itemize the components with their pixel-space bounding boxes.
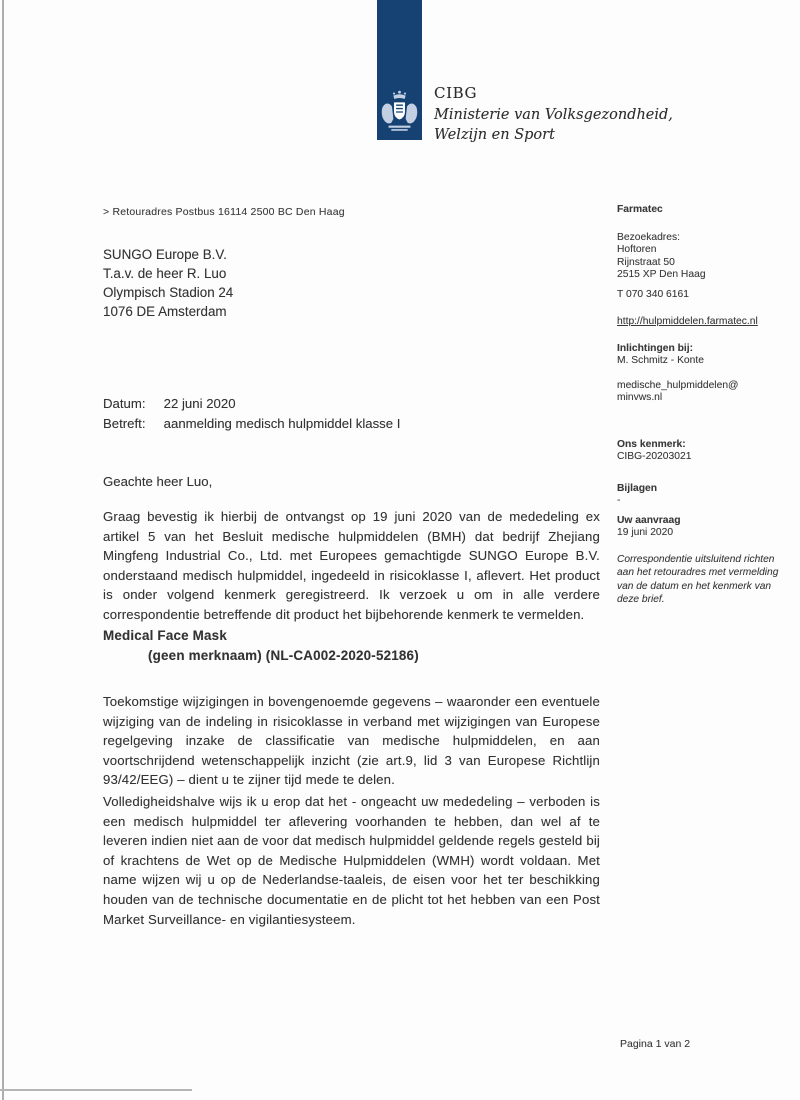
page-number: Pagina 1 van 2 — [620, 1038, 691, 1050]
recipient-line: Olympisch Stadion 24 — [103, 285, 234, 300]
return-address: > Retouradres Postbus 16114 2500 BC Den Haag — [103, 206, 345, 218]
product-name: Medical Face Mask — [103, 628, 227, 643]
email-block — [617, 380, 793, 405]
website-link-row — [617, 316, 793, 329]
bijlagen-value: - — [617, 495, 621, 506]
kenmerk-label: Ons kenmerk: — [617, 438, 686, 450]
correspondence-note: Correspondentie uitsluitend richten aan het retouradres met vermelding van de datum en het kenmerk van deze brief. — [617, 553, 779, 605]
aanvraag-value: 19 juni 2020 — [617, 527, 674, 538]
aanvraag-label: Uw aanvraag — [617, 514, 681, 526]
betreft-row — [103, 414, 400, 434]
visit-line: Rijnstraat 50 — [617, 256, 675, 268]
salutation: Geachte heer Luo, — [103, 474, 213, 489]
email-line2: minvws.nl — [617, 392, 663, 403]
contact-name: M. Schmitz - Konte — [617, 355, 704, 366]
datum-value: 22 juni 2020 — [163, 396, 236, 411]
scan-edge-bottom — [0, 1089, 192, 1091]
website-link[interactable]: http://hulpmiddelen.farmatec.nl — [617, 316, 758, 327]
ministry-banner — [377, 0, 422, 140]
paragraph-3: Volledigheidshalve wijs ik u erop dat het - ongeacht uw mededeling – verboden is een medisch hulpmiddel ter aflevering voorhanden te hebben, dan wel af te leveren indien niet aan de voor dat medisch hulpmiddel geldende regels gesteld bij of krachtens de Wet op de Medische Hulpmiddelen (WMH) wordt voldaan. Met name wijzen wij u op de Nederlandse-taaleis, de eisen voor het ter beschikking houden van de technische documentatie en de plicht tot het hebben van een Post Market Surveillance- en vigilantiesysteem. — [103, 794, 600, 927]
recipient-line: SUNGO Europe B.V. — [103, 247, 227, 262]
bijlagen-label: Bijlagen — [617, 482, 658, 494]
betreft-value: aanmelding medisch hulpmiddel klasse I — [163, 415, 401, 431]
logo-wordmark — [434, 84, 673, 145]
email-line1: medische_hulpmiddelen@ — [617, 379, 739, 391]
visit-address-block — [617, 232, 793, 282]
ministry-name-line2: Welzijn en Sport — [434, 127, 555, 143]
aanvraag-block — [617, 515, 793, 540]
contact-block — [617, 343, 793, 368]
scan-edge-left — [2, 0, 4, 1100]
product-detail: (geen merknaam) (NL-CA002-2020-52186) — [148, 648, 419, 663]
contact-label: Inlichtingen bij: — [617, 342, 694, 354]
coat-of-arms-icon — [379, 86, 420, 138]
kenmerk-value: CIBG-20203021 — [617, 451, 692, 462]
ministry-name-line1: Ministerie van Volksgezondheid, — [434, 107, 673, 123]
recipient-line: T.a.v. de heer R. Luo — [103, 266, 227, 281]
bijlagen-block — [617, 483, 793, 508]
sidebar — [617, 204, 793, 607]
visit-label: Bezoekadres: — [617, 231, 680, 243]
recipient-address — [103, 245, 233, 321]
sidebar-dept: Farmatec — [617, 204, 663, 215]
visit-line: 2515 XP Den Haag — [617, 269, 706, 280]
visit-line: Hoftoren — [617, 244, 657, 255]
kenmerk-block — [617, 439, 793, 464]
recipient-line: 1076 DE Amsterdam — [103, 304, 227, 319]
betreft-label: Betreft: — [103, 415, 146, 431]
org-name: CIBG — [434, 84, 478, 102]
letter-meta — [103, 394, 400, 433]
product-heading — [103, 626, 419, 666]
paragraph-2: Toekomstige wijzigingen in bovengenoemde gegevens – waaronder een eventuele wijziging van de indeling in risicoklasse in verband met wijzigingen van Europese regelgeving inzake de classificatie van medische hulpmiddelen, en aan voortschrijdend wetenschappelijk inzicht (zie art.9, lid 3 van Europese Richtlijn 93/42/EEG) – dient u te zijner tijd mede te delen. — [103, 694, 600, 788]
phone-number: T 070 340 6161 — [617, 288, 689, 300]
datum-label: Datum: — [103, 396, 146, 411]
paragraph-1: Graag bevestig ik hierbij de ontvangst op 19 juni 2020 van de mededeling ex artikel 5 van het Besluit medische hulpmiddelen (BMH) dat bedrijf Zhejiang Mingfeng Industrial Co., Ltd. met Europees gemachtigde SUNGO Europe B.V. onderstaand medisch hulpmiddel, ingedeeld in risicoklasse I, aflevert. Het product is onder volgend kenmerk geregistreerd. Ik verzoek u om in alle verdere correspondentie betreffende dit product het bijbehorende kenmerk te vermelden. — [103, 509, 600, 622]
datum-row — [103, 394, 400, 414]
